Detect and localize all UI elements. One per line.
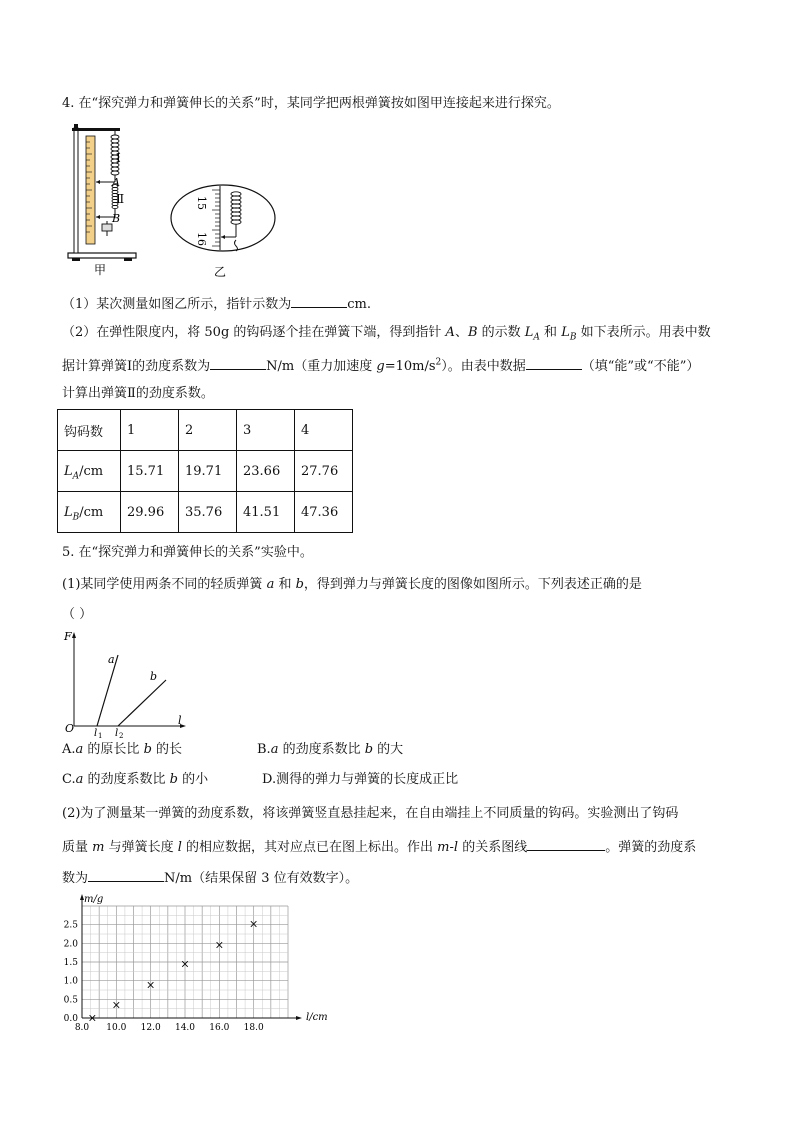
data-point: × [214,938,224,952]
optB-a: a [270,742,279,757]
optA-b: b [143,742,152,757]
q4-p2-text: ）。由表中数据 [441,359,526,374]
optA-text: 的长 [151,742,183,757]
y-tick-label: 2.5 [63,920,78,931]
q4-p2-text: （填“能”或“不能”） [581,359,700,374]
x-axis-label: l/cm [306,1012,328,1023]
tick-l2: l [115,728,119,739]
q5-p2-l: l [177,840,182,855]
q5-p1-a: a [266,577,275,592]
q4-data-table [57,409,353,533]
LB-symbol: L [64,504,73,520]
q5-p1-text: ，得到弹力与弹簧长度的图像如图所示。下列表述正确的是 [303,577,642,592]
q4-p2-text: 据计算弹簧Ⅰ的劲度系数为 [62,359,211,374]
optB-text: B. [257,742,271,757]
chart-mass-length [52,892,332,1032]
y-axis-label: m/g [84,894,104,905]
q4-p2-text: =10m/s [384,359,436,374]
LB-unit: /cm [79,504,104,520]
label-spring-I: Ⅰ [116,151,121,165]
LA-sub: A [72,471,80,482]
q4-stem: 4. 在“探究弹力和弹簧伸长的关系”时，某同学把两根弹簧按如图甲连接起来进行探究。 [62,96,560,111]
optC-text: C. [62,772,76,787]
table-cell: 19.71 [179,451,237,492]
q4-p2-text: N/m（重力加速度 [266,359,377,374]
line-b-label: b [150,670,158,683]
answer-blank-reading[interactable] [291,293,347,308]
graph-force-length [62,630,202,740]
answer-paren[interactable]: （ ） [62,607,93,622]
table-cell: 27.76 [295,451,353,492]
tick-l2-sub: 2 [119,732,124,740]
tick-15: 15 [195,196,208,210]
y-tick-label: 1.0 [63,976,78,987]
q4-p2-A: A [445,325,455,340]
data-point: × [249,917,259,931]
q4-p2-sup: 2 [435,357,442,368]
q4-part2-line2 [62,355,699,376]
q4-p2-text: 如下表所示。用表中数 [576,325,711,340]
axis-l-label: l [178,714,182,727]
q5-p1-b: b [295,577,304,592]
q5-part2-line1: (2)为了测量某一弹簧的劲度系数，将该弹簧竖直悬挂起来，在自由端挂上不同质量的钩码。实验测出了钩码 [62,806,679,821]
q5-p2-text: 与弹簧长度 [104,840,178,855]
q5-p2-m: m [92,840,105,855]
x-tick-label: 14.0 [174,1023,196,1033]
optC-a: a [75,772,84,787]
tick-16: 16 [195,232,208,246]
origin-O-label: O [65,722,75,735]
LA-symbol: L [64,463,73,479]
x-tick-label: 18.0 [243,1023,264,1033]
option-A[interactable] [62,741,182,759]
q5-part2-line3 [62,867,358,888]
q4-p2-LA-sub: A [533,332,540,343]
q4-p2-LA: L [524,325,534,340]
optC-text: 的劲度系数比 [83,772,170,787]
y-tick-label: 0.5 [63,995,78,1006]
q4-p2-B: B [467,325,478,340]
optB-b: b [364,742,374,757]
y-tick-label: 1.5 [63,958,78,968]
x-tick-label: 8.0 [74,1023,90,1033]
LA-unit: /cm [79,463,104,479]
q5-p2-text: 质量 [62,840,93,855]
table-row [58,410,353,451]
data-point: × [180,957,190,971]
answer-blank-can[interactable] [526,355,582,370]
data-point: × [111,998,121,1012]
q4-p2-g: g [376,359,385,374]
q4-p2-LB: L [561,325,570,340]
table-cell-label-LA [58,451,121,492]
option-C[interactable] [62,771,208,789]
caption-jia: 甲 [93,263,107,277]
line-a-label: a [108,653,115,666]
label-spring-II: Ⅱ [116,192,125,206]
answer-blank-graph[interactable] [527,836,605,851]
optA-a: a [75,742,84,757]
table-cell: 41.51 [237,492,295,533]
q4-p2-LB-sub: B [569,332,577,343]
q5-p2-text: 的关系图线 [458,840,528,855]
table-cell: 2 [179,410,237,451]
q5-p1-text: (1)某同学使用两条不同的轻质弹簧 [62,577,267,592]
x-tick-label: 16.0 [209,1023,230,1033]
data-point: × [87,1011,97,1025]
answer-blank-k[interactable] [88,867,164,882]
option-D[interactable]: D.测得的弹力与弹簧的长度成正比 [262,772,459,787]
table-cell: 4 [295,410,353,451]
table-cell: 1 [121,410,179,451]
q4-p2-text: 的示数 [477,325,525,340]
x-tick-label: 10.0 [106,1023,127,1033]
axis-F-label: F [64,630,72,643]
q5-p1-text: 和 [274,577,296,592]
q4-p2-text: 和 [539,325,562,340]
q5-part1 [62,576,642,594]
y-tick-label: 0.0 [63,1014,78,1024]
q4-p2-sep: 、 [454,325,468,340]
q5-p2-text: 的相应数据，其对应点已在图上标出。作出 [181,840,438,855]
figure-yi [168,180,280,280]
optC-b: b [169,772,178,787]
q4-part1-text: （1）某次测量如图乙所示，指针示数为 [62,297,292,312]
table-row [58,492,353,533]
table-cell-label-LB [58,492,121,533]
table-cell: 35.76 [179,492,237,533]
optA-text: 的原长比 [83,742,144,757]
table-cell: 29.96 [121,492,179,533]
q5-p2-text: 。弹簧的劲度系 [605,840,697,855]
table-cell: 23.66 [237,451,295,492]
q5-p2-text: N/m（结果保留 3 位有效数字）。 [164,871,359,886]
q5-stem: 5. 在“探究弹力和弹簧伸长的关系”实验中。 [62,545,313,560]
option-B[interactable] [257,741,403,759]
optB-text: 的劲度系数比 [278,742,365,757]
caption-yi: 乙 [213,265,227,279]
x-axis-arrow [296,1016,302,1020]
q4-part1-unit: cm. [347,297,372,312]
answer-blank-k1[interactable] [210,355,266,370]
y-tick-label: 2.0 [63,939,78,950]
x-tick-label: 12.0 [140,1023,161,1033]
q4-p2-text: （2）在弹性限度内，将 50g 的钩码逐个挂在弹簧下端，得到指针 [62,325,446,340]
table-cell: 47.36 [295,492,353,533]
q4-part2-line1 [62,324,711,342]
table-row [58,451,353,492]
LB-sub: B [72,512,80,523]
optB-text: 的大 [373,742,404,757]
data-point: × [146,978,156,992]
table-cell: 15.71 [121,451,179,492]
q5-part2-line2 [62,836,696,857]
tick-l1-sub: 1 [98,732,103,740]
label-pointer-A: A [112,176,120,189]
q4-part2-line3: 计算出弹簧Ⅱ的劲度系数。 [62,386,214,401]
tick-l1: l [94,728,98,739]
optA-text: A. [62,742,76,757]
optC-text: 的小 [177,772,209,787]
q5-p2-ml: m-l [437,840,459,855]
q4-part1 [62,293,371,314]
table-cell: 3 [237,410,295,451]
q5-p2-text: 数为 [62,871,89,886]
label-pointer-B: B [112,212,121,225]
figure-jia [60,122,160,277]
table-cell: 钩码数 [58,410,121,451]
